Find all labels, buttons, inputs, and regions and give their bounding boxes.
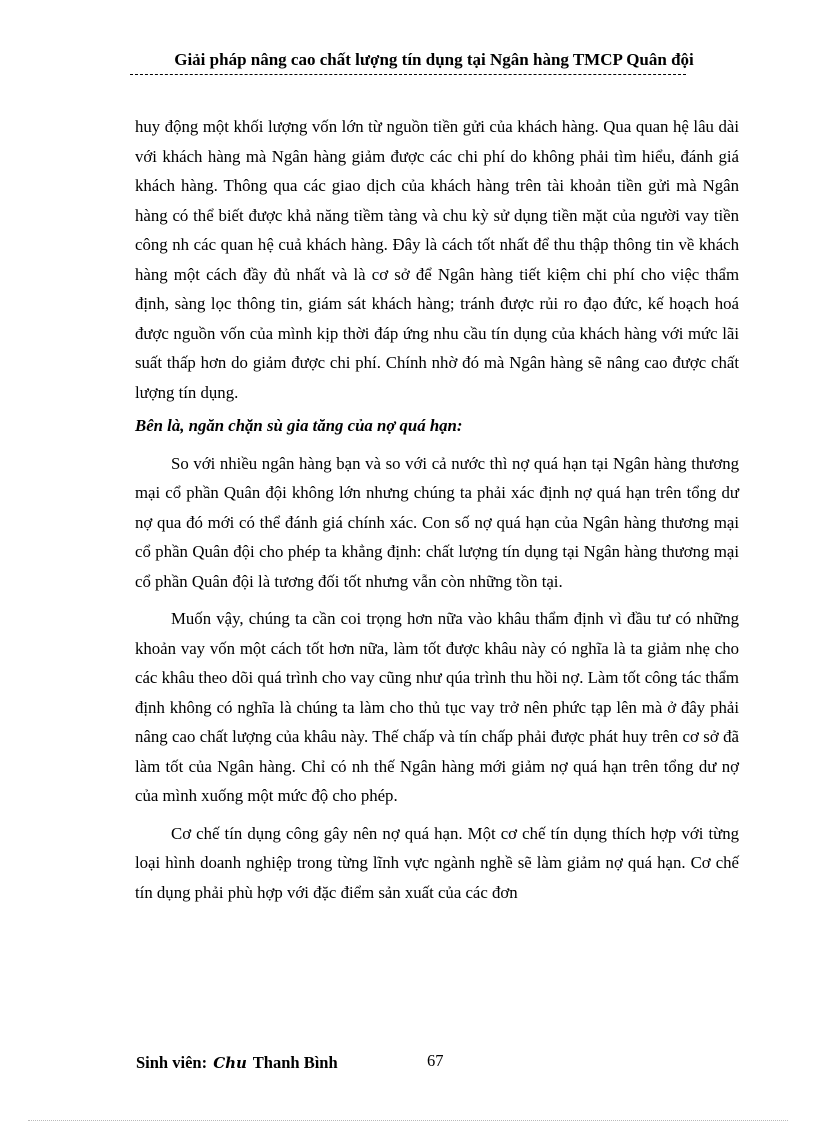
paragraph-3: Muốn vậy, chúng ta cần coi trọng hơn nữa vào khâu thẩm định vì đầu tư có những khoản vay vốn một cách tốt hơn nữa, làm tốt được khâu này có nghĩa là ta giảm nhẹ cho các khâu theo dõi quá trình cho vay cũng như qúa trình thu hồi nợ. Làm tốt công tác thẩm định không có nghĩa là chúng ta làm cho thủ tục vay trở nên phức tạp lên mà ở đây phải nâng cao chất lượng của khâu này. Thế chấp và tín chấp phải được phát huy trên cơ sở đã làm tốt của Ngân hàng. Chỉ có nh thế Ngân hàng mới giảm nợ quá hạn trên tổng dư nợ của mình xuống một mức độ cho phép. bbox=[135, 609, 739, 805]
document-body bbox=[135, 112, 739, 907]
author-signature: Chu bbox=[213, 1054, 247, 1072]
page-number: 67 bbox=[427, 1051, 444, 1070]
footer-author bbox=[136, 1053, 338, 1073]
page-bottom-border bbox=[28, 1120, 788, 1121]
section-heading: Bên là, ngăn chặn sù gia tăng của nợ quá hạn: bbox=[135, 416, 463, 435]
page-header-title: Giải pháp nâng cao chất lượng tín dụng tại Ngân hàng TMCP Quân đội bbox=[174, 50, 694, 69]
paragraph-2: So với nhiều ngân hàng bạn và so với cả nước thì nợ quá hạn tại Ngân hàng thương mại cổ phần Quân đội không lớn nhưng chúng ta phải xác định nợ quá hạn trên tổng dư nợ qua đó mới có thể đánh giá chính xác. Con số nợ quá hạn của Ngân hàng thương mại cổ phần Quân đội cho phép ta khẳng định: chất lượng tín dụng tại Ngân hàng thương mại cổ phần Quân đội là tương đối tốt nhưng vẫn còn những tồn tại. bbox=[135, 453, 739, 591]
student-label: Sinh viên: bbox=[136, 1053, 208, 1072]
header-divider bbox=[130, 74, 686, 75]
paragraph-1: huy động một khối lượng vốn lớn từ nguồn tiền gửi của khách hàng. Qua quan hệ lâu dài với khách hàng mà Ngân hàng giảm được các chi phí do không phải tìm hiểu, đánh giá khách hàng. Thông qua các giao dịch của khách hàng trên tài khoản tiền gửi mà Ngân hàng có thể biết được khả năng tiềm tàng và chu kỳ sử dụng tiền mặt của người vay tiền công nh các quan hệ cuả khách hàng. Đây là cách tốt nhất để thu thập thông tin về khách hàng một cách đầy đủ nhất và là cơ sở để Ngân hàng tiết kiệm chi phí cho việc thẩm định, sàng lọc thông tin, giám sát khách hàng; tránh được rủi ro đạo đức, kế hoạch hoá được nguồn vốn của mình kịp thời đáp ứng nhu cầu tín dụng của khách hàng với mức lãi suất thấp hơn do giảm được chi phí. Chính nhờ đó mà Ngân hàng sẽ nâng cao được chất lượng tín dụng. bbox=[135, 117, 739, 402]
student-name: Thanh Bình bbox=[252, 1053, 338, 1072]
paragraph-4: Cơ chế tín dụng công gây nên nợ quá hạn. Một cơ chế tín dụng thích hợp với từng loại hình doanh nghiệp trong từng lĩnh vực ngành nghề sẽ làm giảm nợ quá hạn. Cơ chế tín dụng phải phù hợp với đặc điểm sản xuất của các đơn bbox=[135, 823, 739, 902]
